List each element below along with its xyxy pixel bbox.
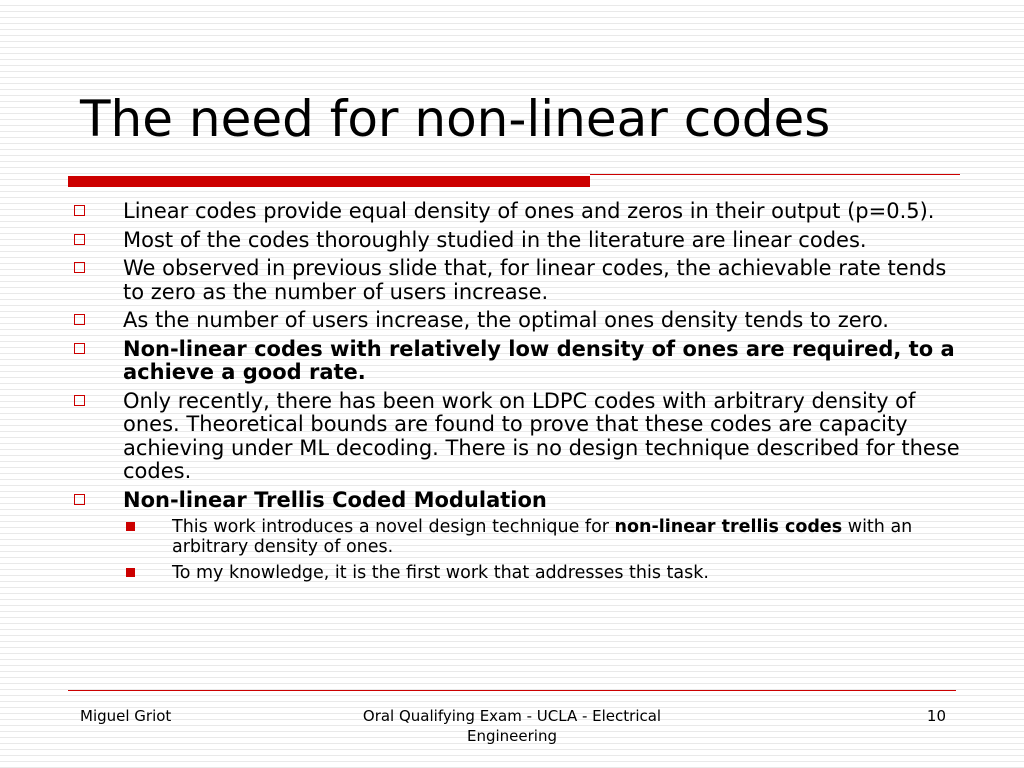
sub-bullet-item [72, 563, 960, 583]
bullet-list [72, 200, 960, 589]
bullet-item [72, 309, 960, 333]
bullet-item [72, 390, 960, 484]
bullet-text: We observed in previous slide that, for linear codes, the achievable rate tends to zero as the number of users increase. [123, 256, 947, 304]
bullet-item [72, 229, 960, 253]
bullet-item-bold [72, 338, 960, 385]
footer-event: Oral Qualifying Exam - UCLA - Electrical Engineering [362, 707, 662, 745]
sub-bullet-text-pre: This work introduces a novel design technique for [172, 517, 615, 537]
hollow-square-bullet-icon [74, 314, 85, 325]
footer-divider [68, 690, 956, 691]
hollow-square-bullet-icon [74, 343, 85, 354]
bullet-text: Only recently, there has been work on LDPC codes with arbitrary density of ones. Theoretical bounds are found to prove that these codes are capacity achieving under ML decoding. There is no design technique described for these codes. [123, 388, 960, 483]
bullet-text: Non-linear codes with relatively low density of ones are required, to a achieve a good rate. [123, 336, 955, 384]
sub-bullet-text-bold: non-linear trellis codes [614, 517, 843, 537]
hollow-square-bullet-icon [74, 262, 85, 273]
bullet-text: Most of the codes thoroughly studied in the literature are linear codes. [123, 227, 867, 252]
footer-page-number: 10 [926, 707, 946, 725]
hollow-square-bullet-icon [74, 205, 85, 216]
bullet-item [72, 257, 960, 304]
slide-title: The need for non-linear codes [80, 90, 831, 148]
bullet-text: As the number of users increase, the optimal ones density tends to zero. [123, 308, 889, 332]
filled-square-bullet-icon [126, 568, 135, 577]
bullet-item [72, 200, 960, 224]
sub-bullet-item [72, 517, 960, 557]
sub-bullet-text: To my knowledge, it is the first work that addresses this task. [172, 563, 709, 583]
filled-square-bullet-icon [126, 522, 135, 531]
footer-author: Miguel Griot [80, 707, 172, 725]
hollow-square-bullet-icon [74, 395, 85, 406]
bullet-text: Non-linear Trellis Coded Modulation [123, 487, 547, 512]
title-underline-bar [68, 176, 590, 187]
hollow-square-bullet-icon [74, 234, 85, 245]
bullet-text: Linear codes provide equal density of ones and zeros in their output (p=0.5). [123, 199, 935, 223]
sub-bullet-text-post: with an arbitrary density of ones. [172, 517, 913, 557]
bullet-item-bold [72, 489, 960, 513]
title-underline-thin [590, 174, 960, 175]
hollow-square-bullet-icon [74, 494, 85, 505]
